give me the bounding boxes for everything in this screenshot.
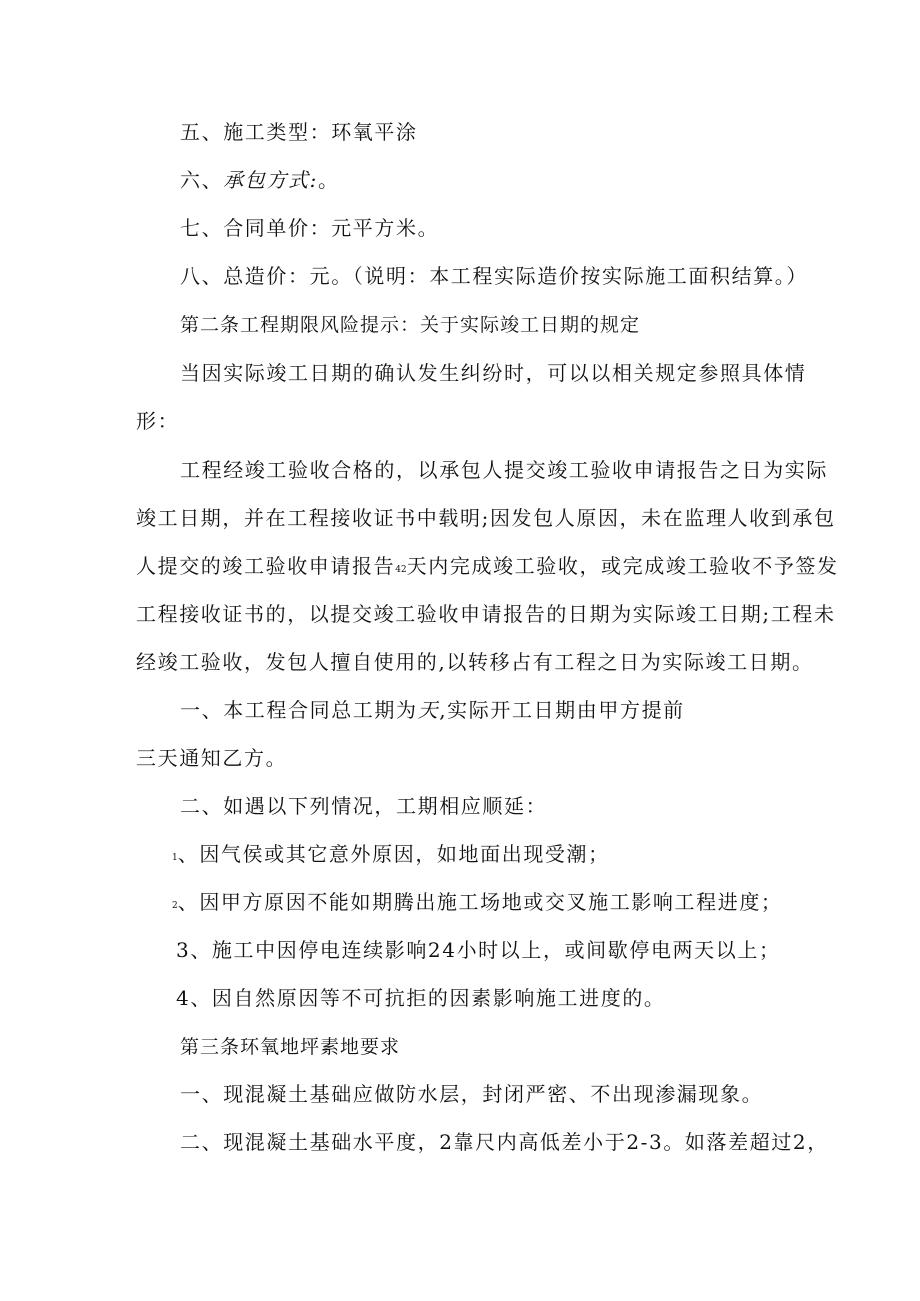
floor-requirement-1: 一、现混凝土基础应做防水层，封闭严密、不出现渗漏现象。	[180, 1082, 764, 1106]
extension-case-2-number: 2	[172, 901, 178, 911]
item-duration-line-1	[180, 696, 685, 724]
paragraph-dispute-line-1: 当因实际竣工日期的确认发生纠纷时，可以以相关规定参照具体情	[180, 361, 807, 385]
paragraph-completion-line-3	[136, 552, 839, 584]
extension-case-1-number: 1	[172, 853, 178, 863]
item-contract-method	[180, 166, 340, 194]
extension-case-4: 4、因自然原因等不可抗拒的因素影响施工进度的。	[176, 986, 666, 1010]
completion-line-3-end: 天内完成竣工验收，或完成竣工验收不予签发	[406, 554, 839, 578]
item-contract-method-end: 。	[317, 168, 340, 192]
paragraph-completion-line-5: 经竣工验收，发包人擅自使用的,以转移占有工程之日为实际竣工日期。	[136, 650, 814, 674]
days-number: 42	[395, 565, 407, 575]
paragraph-completion-line-2: 竣工日期，并在工程接收证书中载明;因发包人原因，未在监理人收到承包	[136, 506, 836, 530]
item-construction-type: 五、施工类型：环氧平涂	[180, 120, 418, 144]
completion-line-3-start: 人提交的竣工验收申请报告	[136, 554, 396, 578]
item-duration-days: 天	[417, 698, 440, 722]
item-duration-end: ,实际开工日期由甲方提前	[439, 698, 685, 722]
item-contract-method-label: 承包方式:	[223, 168, 318, 192]
item-contract-method-number: 六、	[180, 168, 224, 192]
paragraph-completion-line-4: 工程接收证书的，以提交竣工验收申请报告的日期为实际竣工日期;工程未	[136, 602, 836, 626]
item-duration-start: 一、本工程合同总工期为	[180, 698, 418, 722]
paragraph-completion-line-1: 工程经竣工验收合格的，以承包人提交竣工验收申请报告之日为实际	[180, 458, 828, 482]
article-two-heading: 第二条工程期限风险提示：关于实际竣工日期的规定	[180, 314, 641, 336]
paragraph-dispute-line-2: 形：	[136, 409, 180, 433]
extension-case-1-text: 、因气侯或其它意外原因，如地面出现受潮；	[177, 842, 610, 866]
item-extension-heading: 二、如遇以下列情况，工期相应顺延：	[180, 794, 548, 818]
item-total-price: 八、总造价：元。（说明：本工程实际造价按实际施工面积结算。）	[180, 264, 808, 288]
article-three-heading: 第三条环氧地坪素地要求	[180, 1036, 401, 1058]
extension-case-1	[172, 840, 610, 872]
item-duration-line-2: 三天通知乙方。	[136, 746, 288, 770]
extension-case-2	[172, 888, 783, 920]
item-unit-price: 七、合同单价：元平方米。	[180, 216, 440, 240]
extension-case-2-text: 、因甲方原因不能如期腾出施工场地或交叉施工影响工程进度；	[177, 890, 783, 914]
floor-requirement-2: 二、现混凝土基础水平度，2靠尺内高低差小于2-3。如落差超过2，	[180, 1130, 829, 1154]
extension-case-3: 3、施工中因停电连续影响24小时以上，或间歇停电两天以上；	[176, 938, 781, 962]
